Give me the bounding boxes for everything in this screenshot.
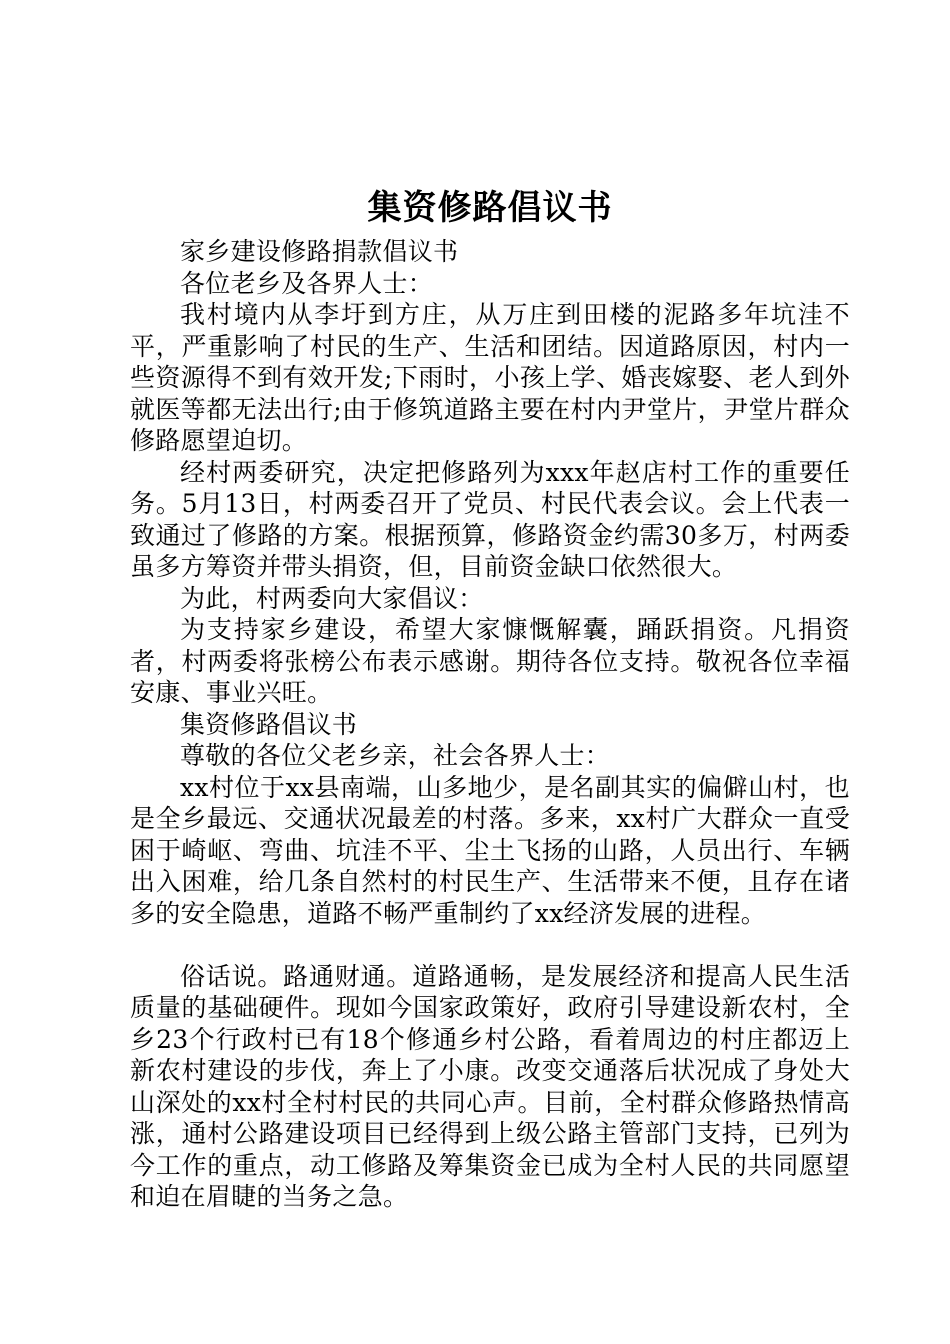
paragraph-salutation-1: 各位老乡及各界人士： [180, 268, 434, 298]
document-title: 集资修路倡议书 [367, 188, 613, 228]
paragraph-gap [130, 929, 850, 961]
paragraph-appeal: 为支持家乡建设，希望大家慷慨解囊，踊跃捐资。凡捐资者，村两委将张榜公布表示感谢。期待各位支持。敬祝各位幸福安康、事业兴旺。 [130, 615, 850, 707]
paragraph-salutation-2: 尊敬的各位父老乡亲，社会各界人士： [180, 741, 611, 770]
document-page [130, 186, 850, 1213]
paragraph-road-condition: 我村境内从李圩到方庄，从万庄到田楼的泥路多年坑洼不平，严重影响了村民的生产、生活和团结。因道路原因，村内一些资源得不到有效开发;下雨时，小孩上学、婚丧嫁娶、老人到外就医等都无法出行;由于修筑道路主要在村内尹堂片，尹堂片群众修路愿望迫切。 [130, 300, 850, 455]
paragraph-decision: 经村两委研究，决定把修路列为xxx年赵店村工作的重要任务。5月13日，村两委召开了党员、村民代表会议。会上代表一致通过了修路的方案。根据预算，修路资金约需30多万，村两委虽多方筹资并带头捐资，但，目前资金缺口依然很大。 [130, 457, 850, 581]
paragraph-subtitle-2: 集资修路倡议书 [180, 709, 358, 739]
paragraph-village-situation: xx村位于xx县南端，山多地少，是名副其实的偏僻山村，也是全乡最远、交通状况最差的村落。多来，xx村广大群众一直受困于崎岖、弯曲、坑洼不平、尘土飞扬的山路，人员出行、车辆出入困难，给几条自然村的村民生产、生活带来不便，且存在诸多的安全隐患，道路不畅严重制约了xx经济发展的进程。 [130, 772, 850, 928]
document-body [130, 236, 850, 1213]
paragraph-proverb: 俗话说。路通财通。道路通畅，是发展经济和提高人民生活质量的基础硬件。现如今国家政策好，政府引导建设新农村，全乡23个行政村已有18个修通乡村公路，看着周边的村庄都迈上新农村建设的步伐，奔上了小康。改变交通落后状况成了身处大山深处的xx村全村村民的共同心声。目前，全村群众修路热情高涨，通村公路建设项目已经得到上级公路主管部门支持，已列为今工作的重点，动工修路及筹集资金已成为全村人民的共同愿望和迫在眉睫的当务之急。 [130, 961, 850, 1211]
paragraph-subtitle-1: 家乡建设修路捐款倡议书 [180, 237, 459, 266]
paragraph-proposal-intro: 为此，村两委向大家倡议： [180, 583, 484, 613]
